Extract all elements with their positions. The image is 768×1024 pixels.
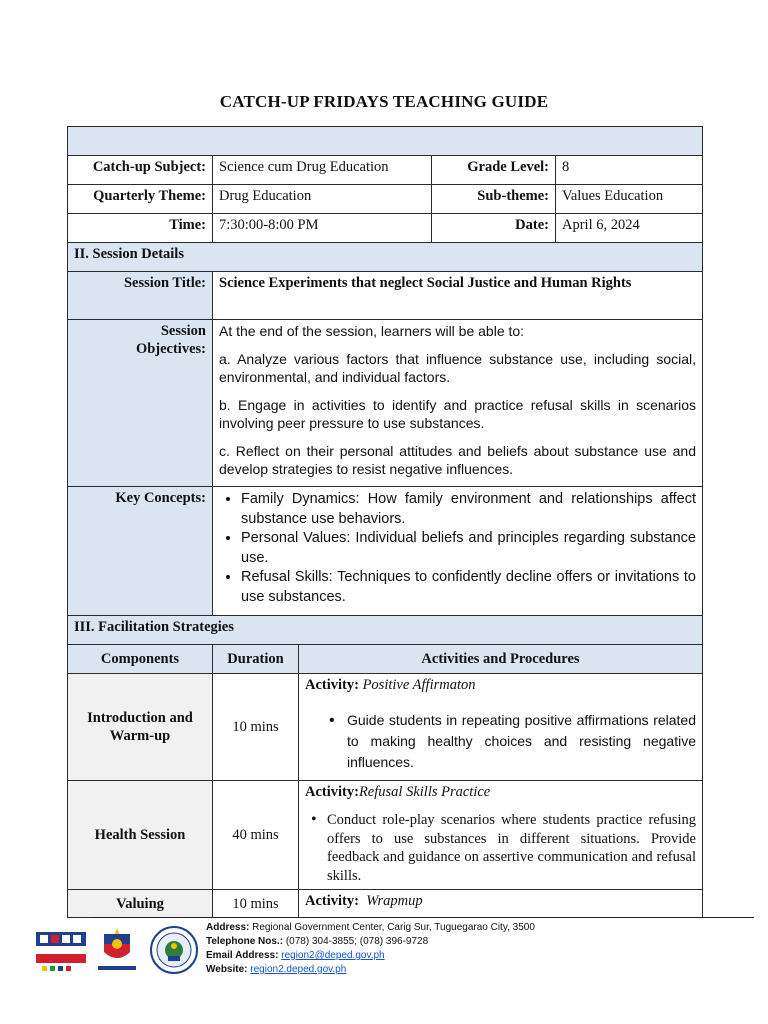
footer-phone-line <box>206 935 535 949</box>
phone-label: Telephone Nos.: <box>206 936 284 947</box>
email-link[interactable]: region2@deped.gov.ph <box>281 950 385 961</box>
time-value: 7:30:00-8:00 PM <box>212 213 432 243</box>
activity-label: Activity: <box>305 893 359 909</box>
activity-label: Activity: <box>305 677 359 693</box>
session-objectives-content <box>212 319 703 487</box>
session-objectives-label <box>67 319 213 487</box>
activity-intro-warmup <box>298 673 703 781</box>
objective-item: b. Engage in activities to identify and practice refusal skills in scenarios involving peer pressure to use substances. <box>219 397 696 431</box>
activity-name: Refusal Skills Practice <box>358 784 491 800</box>
theme-label: Quarterly Theme: <box>67 184 213 214</box>
duration-valuing <box>212 889 299 918</box>
website-label: Website: <box>206 964 248 975</box>
component-valuing <box>67 889 213 918</box>
activity-heading <box>305 676 696 694</box>
website-link[interactable]: region2.deped.gov.ph <box>250 964 347 975</box>
objectives-intro: At the end of the session, learners will be able to: <box>219 323 525 339</box>
address-value: Regional Government Center, Carig Sur, Tuguegarao City, 3500 <box>252 922 535 933</box>
key-concepts-content <box>212 486 703 616</box>
time-label: Time: <box>67 213 213 243</box>
footer-address-line <box>206 921 535 935</box>
email-label: Email Address: <box>206 950 279 961</box>
bagong-pilipinas-logo <box>90 926 144 974</box>
column-header-activities: Activities and Procedures <box>298 644 703 674</box>
activity-heading <box>305 783 696 801</box>
date-value: April 6, 2024 <box>555 213 703 243</box>
duration-label: 10 mins <box>232 895 279 912</box>
session-title-value: Science Experiments that neglect Social Justice and Human Rights <box>212 271 703 320</box>
deped-region-seal <box>150 926 198 974</box>
phone-value: (078) 304-3855; (078) 396-9728 <box>285 936 429 947</box>
duration-label: 10 mins <box>232 719 279 735</box>
facilitation-heading: III. Facilitation Strategies <box>67 615 703 645</box>
footer-contact <box>206 921 535 977</box>
duration-label: 40 mins <box>232 827 279 843</box>
activity-bullet: • Guide students in repeating positive affirmations related to making healthy choices and resisting negative influences. <box>323 710 696 773</box>
grade-label: Grade Level: <box>431 155 556 185</box>
activity-bullets <box>305 811 696 885</box>
component-health-session <box>67 780 213 890</box>
duration-intro-warmup <box>212 673 299 781</box>
date-label: Date: <box>431 213 556 243</box>
activity-valuing <box>298 889 703 918</box>
duration-health-session <box>212 780 299 890</box>
component-intro-warmup <box>67 673 213 781</box>
column-header-components: Components <box>67 644 213 674</box>
footer-website-line <box>206 963 535 977</box>
footer-email-line <box>206 949 535 963</box>
address-label: Address: <box>206 922 250 933</box>
column-header-duration: Duration <box>212 644 299 674</box>
activity-bullets <box>305 710 696 773</box>
component-label: Valuing <box>116 895 164 912</box>
activity-label: Activity: <box>305 784 359 800</box>
subtheme-label: Sub-theme: <box>431 184 556 214</box>
subject-value: Science cum Drug Education <box>212 155 432 185</box>
key-concept-item: • Personal Values: Individual beliefs and principles regarding substance use. <box>241 529 696 568</box>
component-label: Introduction and Warm-up <box>87 710 193 744</box>
component-label: Health Session <box>94 827 186 843</box>
key-concepts-label: Key Concepts: <box>67 486 213 616</box>
objective-item: c. Reflect on their personal attitudes and beliefs about substance use and develop strategies to resist negative influences. <box>219 443 696 477</box>
table-top-banner <box>67 126 703 156</box>
activity-name: Wrapmup <box>366 893 423 909</box>
session-objectives-label-line2: Objectives: <box>135 341 206 357</box>
footer-divider <box>90 917 754 918</box>
session-details-heading: II. Session Details <box>67 242 703 272</box>
subject-label: Catch-up Subject: <box>67 155 213 185</box>
subtheme-value: Values Education <box>555 184 703 214</box>
activity-name: Positive Affirmaton <box>362 677 476 693</box>
activity-bullet: • Conduct role-play scenarios where students practice refusing offers to use substances in different situations. Provide feedback and guidance on assertive communication and refusal skills. <box>305 811 696 885</box>
key-concept-item: • Refusal Skills: Techniques to confidently decline offers or invitations to use substances. <box>241 568 696 607</box>
session-objectives-label-line1: Session <box>160 323 206 339</box>
key-concept-item: • Family Dynamics: How family environment and relationships affect substance use behaviors. <box>241 490 696 529</box>
document-title: CATCH-UP FRIDAYS TEACHING GUIDE <box>219 92 549 111</box>
deped-matatag-logo <box>34 926 88 974</box>
theme-value: Drug Education <box>212 184 432 214</box>
grade-value: 8 <box>555 155 703 185</box>
key-concepts-list <box>219 490 696 607</box>
session-title-label: Session Title: <box>67 271 213 320</box>
activity-health-session <box>298 780 703 890</box>
objective-item: a. Analyze various factors that influence substance use, including social, environmental, and individual factors. <box>219 351 696 385</box>
